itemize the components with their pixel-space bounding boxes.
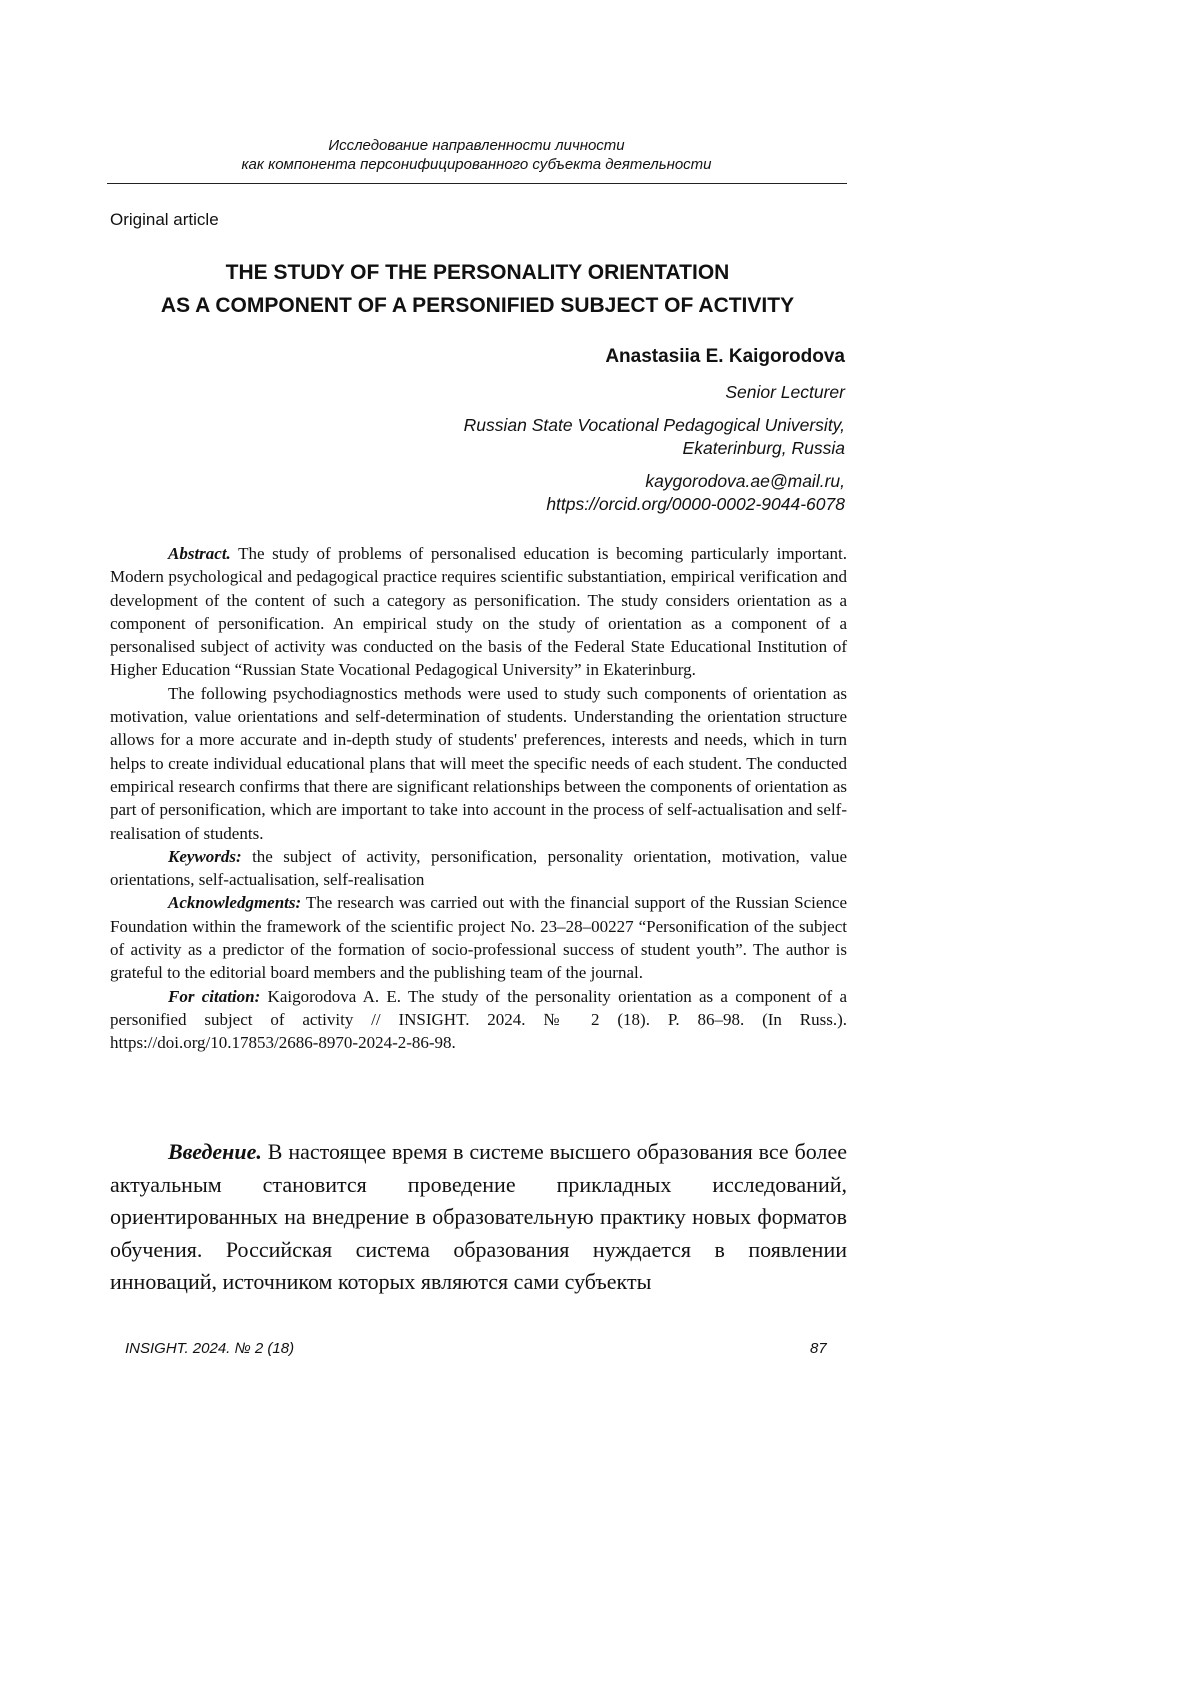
abstract-section bbox=[110, 542, 847, 1055]
abstract-text-1: The study of problems of personalised education is becoming particularly important. Modern psychological and pedagogical practice requires scientific substantiation, empirical verification and development of the content of such a category as personification. The study considers orientation as a component of personification. An empirical study on the study of orientation as a component of a personalised subject of activity was conducted on the basis of the Federal State Educational Institution of Higher Education “Russian State Vocational Pedagogical University” in Ekaterinburg. bbox=[110, 544, 847, 680]
introduction-text: В настоящее время в системе высшего образования все более актуальным становится проведение прикладных исследований, ориентированных на внедрение в образовательную практику новых форматов обучения. Российская система образования нуждается в появлении инноваций, источником которых являются сами субъекты bbox=[110, 1139, 847, 1294]
footer-journal: INSIGHT. 2024. № 2 (18) bbox=[125, 1340, 295, 1357]
author-name: Anastasiia E. Kaigorodova bbox=[605, 346, 845, 367]
affiliation-line-1: Russian State Vocational Pedagogical University, bbox=[463, 415, 845, 435]
abstract-paragraph-1 bbox=[110, 542, 847, 682]
citation-text: Kaigorodova A. E. The study of the personality orientation as a component of a personified subject of activity // INSIGHT. 2024. № 2 (18). P. 86–98. (In Russ.). https://doi.org/10.17853/2686-8970-2024-2-86-98. bbox=[110, 986, 847, 1053]
running-head bbox=[108, 136, 845, 174]
author-affiliation bbox=[464, 414, 845, 460]
abstract-label: Abstract. bbox=[168, 544, 231, 563]
page-number: 87 bbox=[810, 1340, 827, 1357]
acknowledgments-text: The research was carried out with the financial support of the Russian Science Foundation within the framework of the scientific project No. 23–28–00227 “Personification of the subject of activity as a predictor of the formation of socio-professional success of student youth”. The author is grateful to the editorial board members and the publishing team of the journal. bbox=[110, 893, 847, 983]
affiliation-line-2: Ekaterinburg, Russia bbox=[682, 438, 845, 458]
running-head-line-1: Исследование направленности личности bbox=[328, 137, 625, 154]
author-position: Senior Lecturer bbox=[725, 382, 845, 402]
keywords-label: Keywords: bbox=[168, 846, 242, 866]
keywords-paragraph bbox=[110, 845, 847, 892]
author-block bbox=[464, 345, 845, 516]
title-line-1: THE STUDY OF THE PERSONALITY ORIENTATION bbox=[225, 261, 730, 284]
running-head-line-2: как компонента персонифицированного субъекта деятельности bbox=[241, 156, 712, 173]
introduction-label: Введение. bbox=[168, 1139, 262, 1164]
article-title bbox=[100, 256, 855, 322]
author-email[interactable]: kaygorodova.ae@mail.ru, bbox=[645, 471, 845, 491]
abstract-paragraph-2: The following psychodiagnostics methods were used to study such components of orientation as motivation, value orientations and self-determination of students. Understanding the orientation structure allows for a more accurate and in-depth study of students' preferences, interests and needs, which in turn helps to create individual educational plans that will meet the specific needs of each student. The conducted empirical research confirms that there are significant relationships between the components of orientation as part of personification, which are important to take into account in the process of self-actualisation and self-realisation of students. bbox=[110, 683, 847, 843]
article-type: Original article bbox=[110, 210, 219, 229]
keywords-text: the subject of activity, personification, personality orientation, motivation, value orientations, self-actualisation, self-realisation bbox=[110, 846, 847, 890]
author-contacts bbox=[464, 470, 845, 516]
title-line-2: AS A COMPONENT OF A PERSONIFIED SUBJECT OF ACTIVITY bbox=[160, 294, 795, 317]
citation-paragraph bbox=[110, 985, 847, 1055]
acknowledgments-label: Acknowledgments: bbox=[168, 893, 302, 913]
acknowledgments-paragraph bbox=[110, 891, 847, 984]
citation-label: For citation: bbox=[168, 986, 261, 1006]
introduction-section bbox=[110, 1136, 847, 1299]
author-orcid[interactable]: https://orcid.org/0000-0002-9044-6078 bbox=[546, 494, 845, 514]
introduction-paragraph bbox=[110, 1136, 847, 1299]
header-rule bbox=[107, 183, 847, 184]
